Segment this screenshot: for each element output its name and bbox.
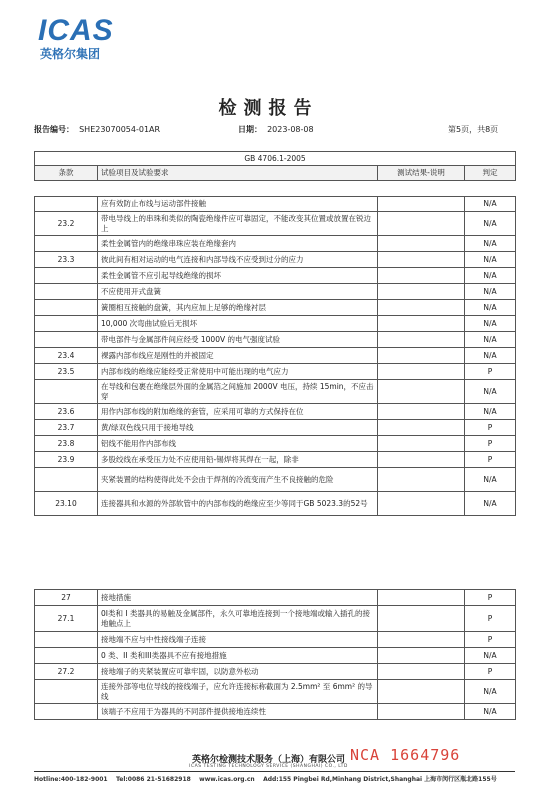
cell-clause [35,632,98,648]
cell-result [378,606,465,632]
cell-clause: 23.6 [35,404,98,420]
cell-item: 裸露内部布线应是刚性的并被固定 [98,348,378,364]
cell-verdict: N/A [465,704,516,720]
table-row [35,332,516,348]
cell-item: 夹紧装置的结构使得此处不会由于焊剂的冷流变而产生不良接触的危险 [98,468,378,492]
table-row [35,404,516,420]
table-row [35,648,516,664]
company-logo: ICAS [38,14,114,47]
cell-item: 10,000 次弯曲试验后无损坏 [98,316,378,332]
standard-heading: GB 4706.1-2005 [35,152,516,166]
cell-item: 带电导线上的串珠和类似的陶瓷绝缘件应可靠固定，不能改变其位置或放置在锐边上 [98,212,378,236]
cell-clause [35,468,98,492]
col-header-item: 试验项目及试验要求 [98,166,378,181]
cell-clause [35,236,98,252]
cell-clause: 23.3 [35,252,98,268]
cell-result [378,404,465,420]
cell-item: 彼此间有相对运动的电气连接和内部导线不应受到过分的应力 [98,252,378,268]
cell-item: 连接器具和水源的外部软管中的内部布线的绝缘应至少等同于GB 5023.3的52号 [98,492,378,516]
cell-clause [35,284,98,300]
cell-result [378,420,465,436]
cell-item: 簧圈相互接触的盘簧，其内应加上足够的绝缘衬层 [98,300,378,316]
cell-verdict: N/A [465,332,516,348]
cell-clause: 27 [35,590,98,606]
cell-verdict: N/A [465,648,516,664]
table-row [35,316,516,332]
cell-clause: 23.10 [35,492,98,516]
cell-result [378,212,465,236]
cell-result [378,284,465,300]
cell-result [378,590,465,606]
table-row [35,364,516,380]
cell-verdict: N/A [465,197,516,212]
cell-result [378,268,465,284]
table-row [35,212,516,236]
cell-verdict: N/A [465,236,516,252]
cell-item: 带电部件与金属部件间应经受 1000V 的电气强度试验 [98,332,378,348]
cell-clause: 23.7 [35,420,98,436]
cell-clause [35,300,98,316]
cell-result [378,197,465,212]
table-row [35,420,516,436]
col-header-clause: 条款 [35,166,98,181]
cell-clause: 27.1 [35,606,98,632]
table-row [35,268,516,284]
table-row [35,680,516,704]
cell-item: 接地端子的夹紧装置应可靠牢固，以防意外松动 [98,664,378,680]
table-row [35,468,516,492]
col-header-result: 测试结果-说明 [378,166,465,181]
cell-verdict: P [465,364,516,380]
cell-verdict: P [465,452,516,468]
cell-item: 在导线和包裹在绝缘层外面的金属箔之间施加 2000V 电压，持续 15min，不应击穿 [98,380,378,404]
cell-clause [35,680,98,704]
cell-item: 内部布线的绝缘应能经受正常使用中可能出现的电气应力 [98,364,378,380]
company-logo-cn: 英格尔集团 [40,47,101,61]
report-title: 检测报告 [218,98,319,119]
cell-item: 应有效防止布线与运动部件接触 [98,197,378,212]
cell-item: 黄/绿双色线只用于接地导线 [98,420,378,436]
cell-clause: 23.9 [35,452,98,468]
table-row [35,284,516,300]
cell-item: 接地端不应与中性接线端子连接 [98,632,378,648]
report-number: 报告编号： SHE23070054-01AR [34,125,161,134]
cell-verdict: N/A [465,316,516,332]
cell-clause [35,197,98,212]
cell-result [378,452,465,468]
cell-result [378,632,465,648]
cell-verdict: P [465,632,516,648]
cell-verdict: N/A [465,492,516,516]
cell-verdict: N/A [465,252,516,268]
footer-company-en: ICAS TESTING TECHNOLOGY SERVICE (SHANGHAI) CO., LTD [189,764,348,769]
cell-clause: 23.2 [35,212,98,236]
table-row [35,606,516,632]
footer-contact: Hotline:400-182-9001 Tel:0086 21-51682918 www.icas.org.cn Add:155 Pingbei Rd,Minhang District,Shanghai 上海市闵行区瓶北路155号 [34,776,497,783]
col-header-verdict: 判定 [465,166,516,181]
cell-item: 用作内部布线的附加绝缘的套管，应采用可靠的方式保持在位 [98,404,378,420]
cell-verdict: N/A [465,404,516,420]
cell-item: 铝线不能用作内部布线 [98,436,378,452]
table-row [35,492,516,516]
cell-clause: 27.2 [35,664,98,680]
cell-verdict: N/A [465,348,516,364]
table-row [35,436,516,452]
cell-verdict: N/A [465,680,516,704]
cell-clause [35,704,98,720]
cell-item: 多股绞线在承受压力处不应使用铅-锡焊将其焊在一起，除非 [98,452,378,468]
cell-clause [35,268,98,284]
cell-result [378,664,465,680]
page-indicator: 第5页，共8页 [448,125,499,134]
cell-result [378,704,465,720]
table-row [35,704,516,720]
serial-stamp: NCA 1664796 [350,746,461,764]
cell-verdict: N/A [465,300,516,316]
cell-verdict: N/A [465,212,516,236]
cell-result [378,680,465,704]
table-row [35,664,516,680]
cell-verdict: P [465,664,516,680]
cell-item: 柔性金属管不应引起导线绝缘的损坏 [98,268,378,284]
cell-result [378,468,465,492]
table-row [35,236,516,252]
cell-clause [35,332,98,348]
cell-result [378,364,465,380]
test-table-1 [34,151,516,516]
cell-clause: 23.4 [35,348,98,364]
cell-result [378,648,465,664]
cell-verdict: P [465,606,516,632]
table-row [35,380,516,404]
cell-clause: 23.5 [35,364,98,380]
cell-result [378,436,465,452]
table-row [35,300,516,316]
cell-result [378,236,465,252]
cell-result [378,380,465,404]
cell-verdict: N/A [465,380,516,404]
cell-clause [35,648,98,664]
cell-clause [35,316,98,332]
cell-result [378,332,465,348]
cell-item: 接地措施 [98,590,378,606]
cell-item: 0 类、II 类和III类器具不应有接地措施 [98,648,378,664]
cell-result [378,252,465,268]
cell-item: 该端子不应用于为器具的不同部件提供接地连续性 [98,704,378,720]
table-row [35,632,516,648]
cell-verdict: N/A [465,268,516,284]
footer-divider [34,771,515,772]
report-date: 日期： 2023-08-08 [238,125,314,134]
cell-verdict: N/A [465,284,516,300]
cell-result [378,300,465,316]
cell-item: 不应使用开式盘簧 [98,284,378,300]
cell-verdict: P [465,590,516,606]
table-spacer [35,181,516,197]
cell-result [378,316,465,332]
cell-item: 柔性金属管内的绝缘串珠应装在绝缘套内 [98,236,378,252]
cell-verdict: N/A [465,468,516,492]
table-row [35,197,516,212]
cell-item: 0I类和 I 类器具的易触及金属部件，永久可靠地连接到一个接地端或输入插孔的接地触点上 [98,606,378,632]
cell-verdict: P [465,436,516,452]
cell-item: 连接外部等电位导线的接线端子，应允许连接标称截面为 2.5mm² 至 6mm² 的导线 [98,680,378,704]
cell-result [378,348,465,364]
cell-result [378,492,465,516]
footer-company-cn: 英格尔检测技术服务（上海）有限公司 [191,755,345,765]
cell-verdict: P [465,420,516,436]
table-row [35,590,516,606]
table-row [35,252,516,268]
table-row [35,452,516,468]
cell-clause: 23.8 [35,436,98,452]
test-table-2 [34,589,516,720]
table-row [35,348,516,364]
cell-clause [35,380,98,404]
